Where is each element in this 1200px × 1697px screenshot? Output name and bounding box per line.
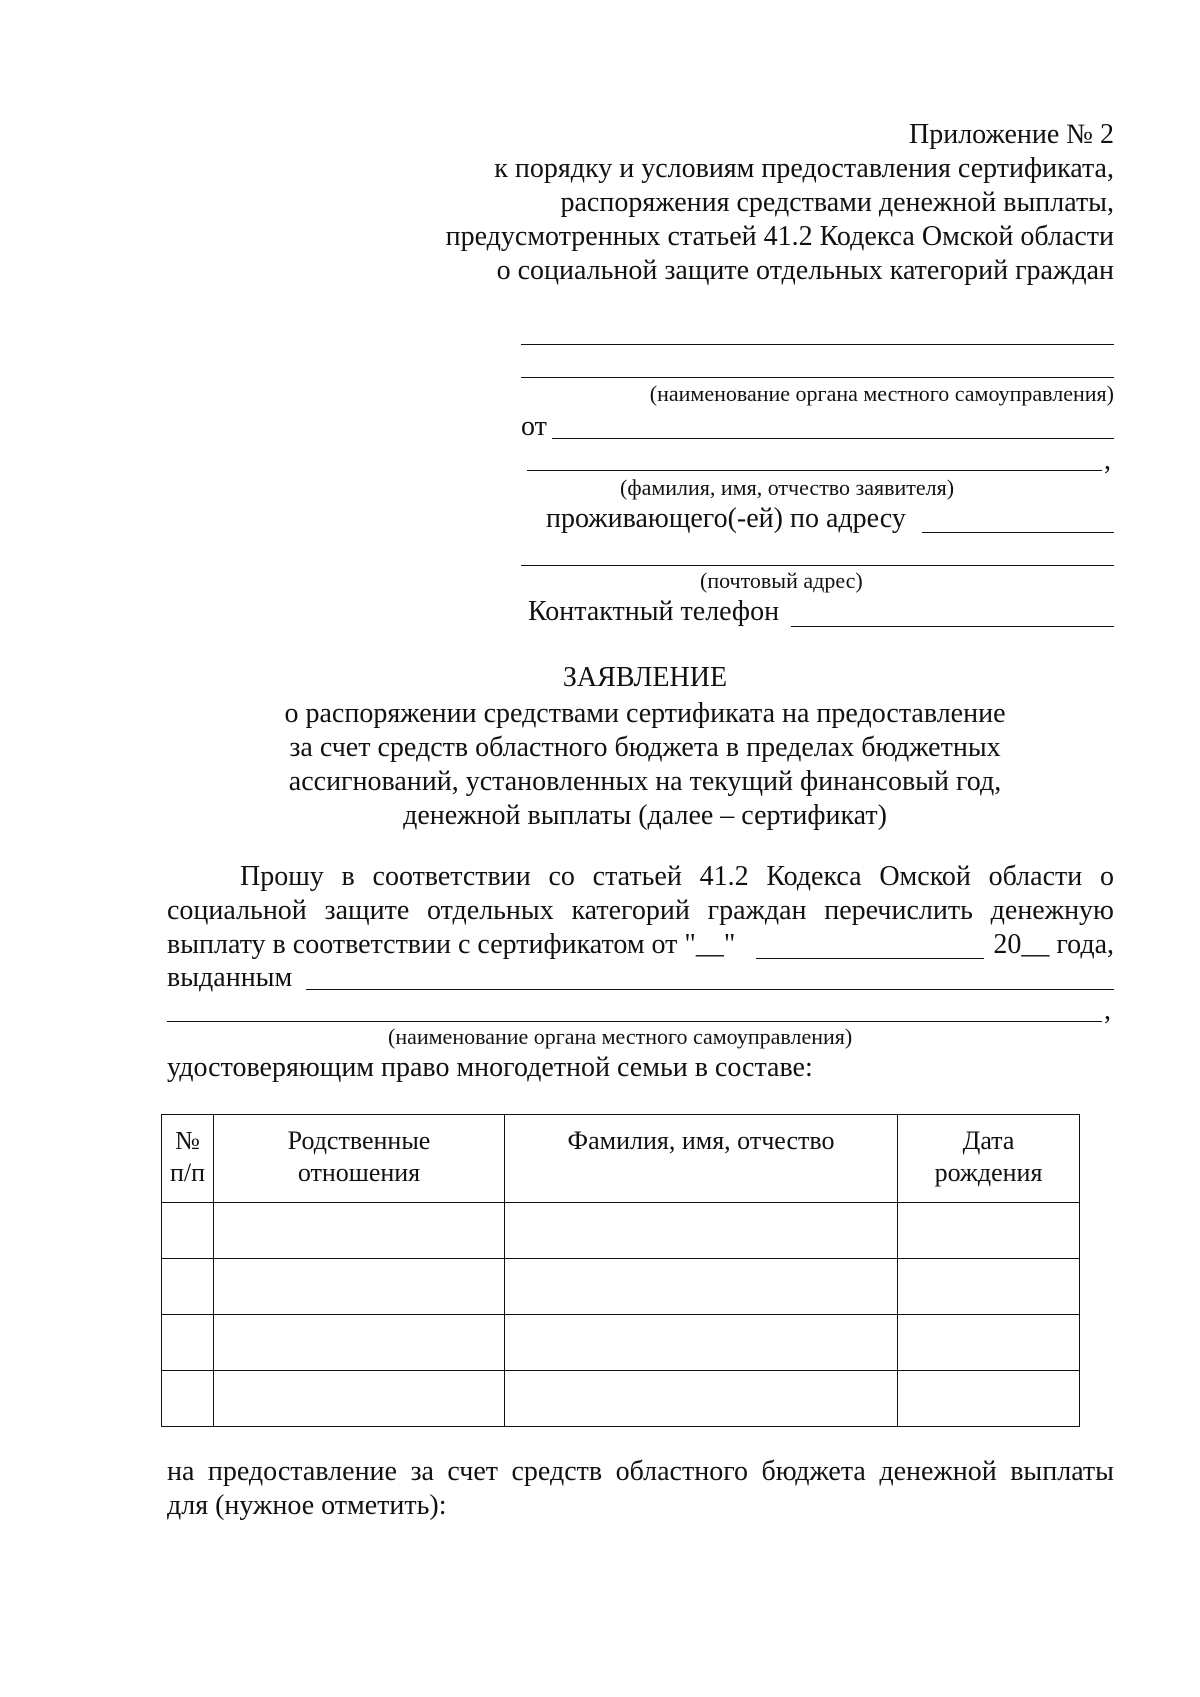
table-cell[interactable] (162, 1371, 214, 1427)
issued-by-field-line-1[interactable] (306, 989, 1114, 990)
table-cell[interactable] (898, 1371, 1080, 1427)
table-cell[interactable] (214, 1259, 505, 1315)
issued-label: выданным (167, 962, 293, 993)
family-table (161, 1114, 1080, 1427)
word: денежной (879, 1456, 997, 1487)
table-cell[interactable] (505, 1259, 898, 1315)
appendix-header (414, 118, 1114, 288)
word: о (1099, 861, 1114, 892)
table-cell[interactable] (162, 1203, 214, 1259)
table-row (162, 1203, 1080, 1259)
statement-title: ЗАЯВЛЕНИЕ (562, 662, 728, 693)
word: на (167, 1456, 195, 1487)
word: предоставление (207, 1456, 397, 1487)
authority-field-line-2[interactable] (521, 377, 1114, 378)
word: счет (447, 1456, 499, 1487)
body-line-1 (240, 860, 1114, 894)
comma: , (1104, 995, 1111, 1026)
word: в (341, 861, 355, 892)
table-cell[interactable] (214, 1203, 505, 1259)
table-cell[interactable] (505, 1203, 898, 1259)
word: бюджета (761, 1456, 866, 1487)
residing-label: проживающего(-ей) по адресу (546, 503, 906, 534)
body-line-2 (167, 894, 1114, 928)
authority-field-line-1[interactable] (521, 344, 1114, 345)
word: областного (615, 1456, 748, 1487)
applicant-name-field-line-2[interactable] (527, 470, 1102, 471)
header-full-name: Фамилия, имя, отчество (505, 1115, 898, 1203)
appendix-line: о социальной защите отдельных категорий граждан (496, 255, 1114, 286)
address-field-line-1[interactable] (922, 532, 1114, 533)
word: социальной (167, 895, 307, 926)
table-header-row (162, 1115, 1080, 1203)
table-cell[interactable] (162, 1315, 214, 1371)
appendix-line: Приложение № 2 (909, 119, 1114, 150)
phone-label: Контактный телефон (528, 596, 780, 627)
word: статьей (592, 861, 682, 892)
footer-line-2: для (нужное отметить): (167, 1490, 447, 1521)
header-birth-date: Дата рождения (898, 1115, 1080, 1203)
issued-by-field-line-2[interactable] (167, 1021, 1102, 1022)
word: со (548, 861, 575, 892)
appendix-line: распоряжения средствами денежной выплаты, (560, 187, 1114, 218)
table-cell[interactable] (214, 1371, 505, 1427)
statement-subtitle (0, 697, 1200, 833)
word: области (988, 861, 1083, 892)
issued-authority-caption: (наименование органа местного самоуправления) (388, 1024, 853, 1049)
word: средств (511, 1456, 603, 1487)
table-cell[interactable] (505, 1315, 898, 1371)
comma: , (1104, 445, 1111, 476)
table-row (162, 1315, 1080, 1371)
header-number: № п/п (162, 1115, 214, 1203)
body-line-3a: выплату в соответствии с сертификатом от "__" (167, 929, 736, 960)
header-relation: Родственные отношения (214, 1115, 505, 1203)
word: перечислить (824, 895, 973, 926)
table-row (162, 1371, 1080, 1427)
from-label: от (521, 411, 547, 442)
table-cell[interactable] (898, 1315, 1080, 1371)
table-row (162, 1259, 1080, 1315)
applicant-caption: (фамилия, имя, отчество заявителя) (620, 475, 955, 500)
subtitle-line: о распоряжении средствами сертификата на предоставление (284, 698, 1006, 729)
appendix-line: к порядку и условиям предоставления сертификата, (494, 153, 1114, 184)
phone-field-line[interactable] (791, 626, 1114, 627)
certificate-date-field[interactable] (756, 958, 984, 959)
word: Омской (879, 861, 971, 892)
subtitle-line: денежной выплаты (далее – сертификат) (403, 800, 887, 831)
word: категорий (571, 895, 690, 926)
appendix-line: предусмотренных статьей 41.2 Кодекса Омской области (445, 221, 1114, 252)
postal-caption: (почтовый адрес) (700, 568, 863, 593)
word: Прошу (240, 861, 324, 892)
word: Кодекса (766, 861, 862, 892)
table-cell[interactable] (505, 1371, 898, 1427)
table-cell[interactable] (898, 1203, 1080, 1259)
footer-line-1 (167, 1455, 1114, 1489)
table-cell[interactable] (162, 1259, 214, 1315)
address-field-line-2[interactable] (521, 565, 1114, 566)
authority-caption: (наименование органа местного самоуправления) (649, 381, 1114, 406)
applicant-name-field-line-1[interactable] (552, 438, 1114, 439)
subtitle-line: ассигнований, установленных на текущий финансовый год, (288, 766, 1002, 797)
word: отдельных (427, 895, 554, 926)
table-cell[interactable] (214, 1315, 505, 1371)
word: денежную (990, 895, 1114, 926)
subtitle-line: за счет средств областного бюджета в пределах бюджетных (289, 732, 1001, 763)
word: выплаты (1010, 1456, 1114, 1487)
table-cell[interactable] (898, 1259, 1080, 1315)
family-line: удостоверяющим право многодетной семьи в составе: (167, 1052, 813, 1083)
word: защите (324, 895, 410, 926)
word: граждан (707, 895, 807, 926)
word: за (410, 1456, 434, 1487)
body-line-3b: 20__ года, (993, 929, 1114, 960)
word: 41.2 (699, 861, 749, 892)
word: соответствии (372, 861, 531, 892)
